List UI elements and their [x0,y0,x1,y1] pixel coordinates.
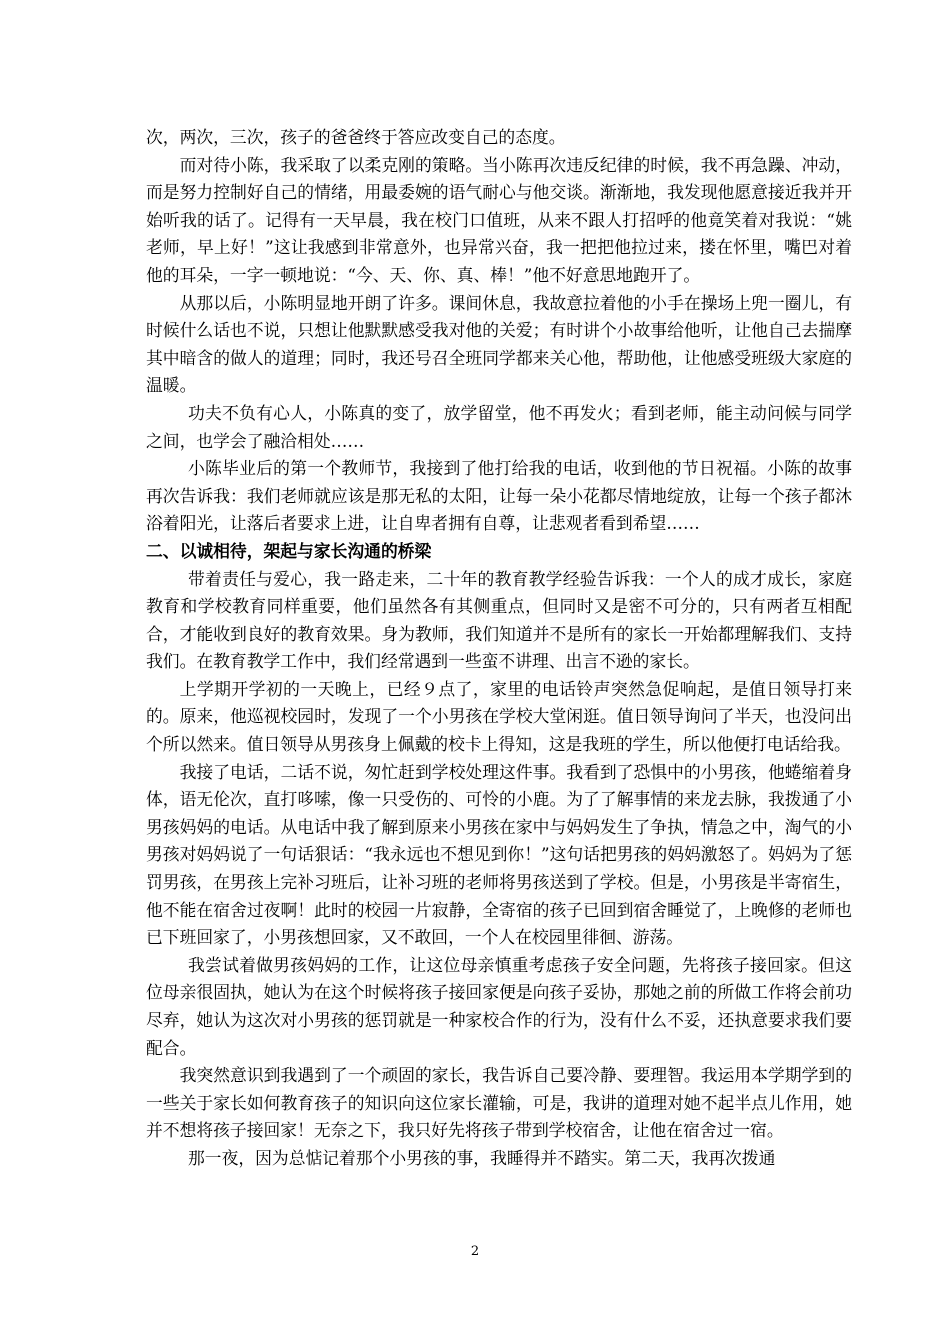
paragraph-xiaochen-change: 从那以后，小陈明显地开朗了许多。课间休息，我故意拉着他的小手在操场上兜一圈儿，有时候什么话也不说，只想让他默默感受我对他的关爱；有时讲个小故事给他听，让他自己去揣摩其中暗含的做人的道理；同时，我还号召全班同学都来关心他，帮助他，让他感受班级大家庭的温暖。 [146,292,852,396]
paragraph-school-visit: 我接了电话，二话不说，匆忙赶到学校处理这件事。我看到了恐惧中的小男孩，他蜷缩着身体，语无伦次，直打哆嗦，像一只受伤的、可怜的小鹿。为了了解事情的来龙去脉，我拨通了小男孩妈妈的电话。从电话中我了解到原来小男孩在家中与妈妈发生了争执，情急之中，淘气的小男孩对妈妈说了一句话狠话：“我永远也不想见到你！”这句话把男孩的妈妈激怒了。妈妈为了惩罚男孩，在男孩上完补习班后，让补习班的老师将男孩送到了学校。但是，小男孩是半寄宿生，他不能在宿舍过夜啊！此时的校园一片寂静，全寄宿的孩子已回到宿舍睡觉了，上晚修的老师也已下班回家了，小男孩想回家，又不敢回，一个人在校园里徘徊、游荡。 [146,761,852,948]
paragraph-teachers-day: 小陈毕业后的第一个教师节，我接到了他打给我的电话，收到他的节日祝福。小陈的故事再次告诉我：我们老师就应该是那无私的太阳，让每一朵小花都尽情地绽放，让每一个孩子都沐浴着阳光，让落后者要求上进，让自卑者拥有自尊，让悲观者看到希望…… [146,458,852,534]
paragraph-xiaochen-strategy: 而对待小陈，我采取了以柔克刚的策略。当小陈再次违反纪律的时候，我不再急躁、冲动，而是努力控制好自己的情绪，用最委婉的语气耐心与他交谈。渐渐地，我发现他愿意接近我并开始听我的话了。记得有一天早晨，我在校门口值班，从来不跟人打招呼的他竟笑着对我说：“姚老师，早上好！”这让我感到非常意外，也异常兴奋，我一把把他拉过来，搂在怀里，嘴巴对着他的耳朵，一字一顿地说：“今、天、你、真、棒！”他不好意思地跑开了。 [146,154,852,285]
paragraph-that-night: 那一夜，因为总惦记着那个小男孩的事，我睡得并不踏实。第二天，我再次拨通 [188,1147,776,1168]
document-body [146,124,852,1173]
page-number: 2 [470,1244,480,1259]
paragraph-stubborn-parent: 我突然意识到我遇到了一个顽固的家长，我告诉自己要冷静、要理智。我运用本学期学到的一些关于家长如何教育孩子的知识向这位家长灌输，可是，我讲的道理对她不起半点儿作用，她并不想将孩子接回家！无奈之下，我只好先将孩子带到学校宿舍，让他在宿舍过一宿。 [146,1065,852,1141]
paragraph-xiaochen-result: 功夫不负有心人，小陈真的变了，放学留堂，他不再发火；看到老师，能主动问候与同学之间，也学会了融洽相处…… [146,402,852,451]
paragraph-continuation: 次，两次，三次，孩子的爸爸终于答应改变自己的态度。 [146,127,566,147]
paragraph-mother-work: 我尝试着做男孩妈妈的工作，让这位母亲慎重考虑孩子安全问题，先将孩子接回家。但这位母亲很固执，她认为在这个时候将孩子接回家便是向孩子妥协，那她之前的所做工作将会前功尽弃，她认为这次对小男孩的惩罚就是一种家校合作的行为，没有什么不妥，还执意要求我们要配合。 [146,954,852,1058]
paragraph-phone-call: 上学期开学初的一天晚上，已经９点了，家里的电话铃声突然急促响起，是值日领导打来的。原来，他巡视校园时，发现了一个小男孩在学校大堂闲逛。值日领导询问了半天，也没问出个所以然来。值日领导从男孩身上佩戴的校卡上得知，这是我班的学生，所以他便打电话给我。 [146,678,852,755]
paragraph-family-education: 带着责任与爱心，我一路走来，二十年的教育教学经验告诉我：一个人的成才成长，家庭教育和学校教育同样重要，他们虽然各有其侧重点，但同时又是密不可分的，只有两者互相配合，才能收到良好的教育效果。身为教师，我们知道并不是所有的家长一开始都理解我们、支持我们。在教育教学工作中，我们经常遇到一些蛮不讲理、出言不逊的家长。 [146,568,852,672]
section-heading-parent-communication: 二、以诚相待，架起与家长沟通的桥梁 [146,540,432,561]
